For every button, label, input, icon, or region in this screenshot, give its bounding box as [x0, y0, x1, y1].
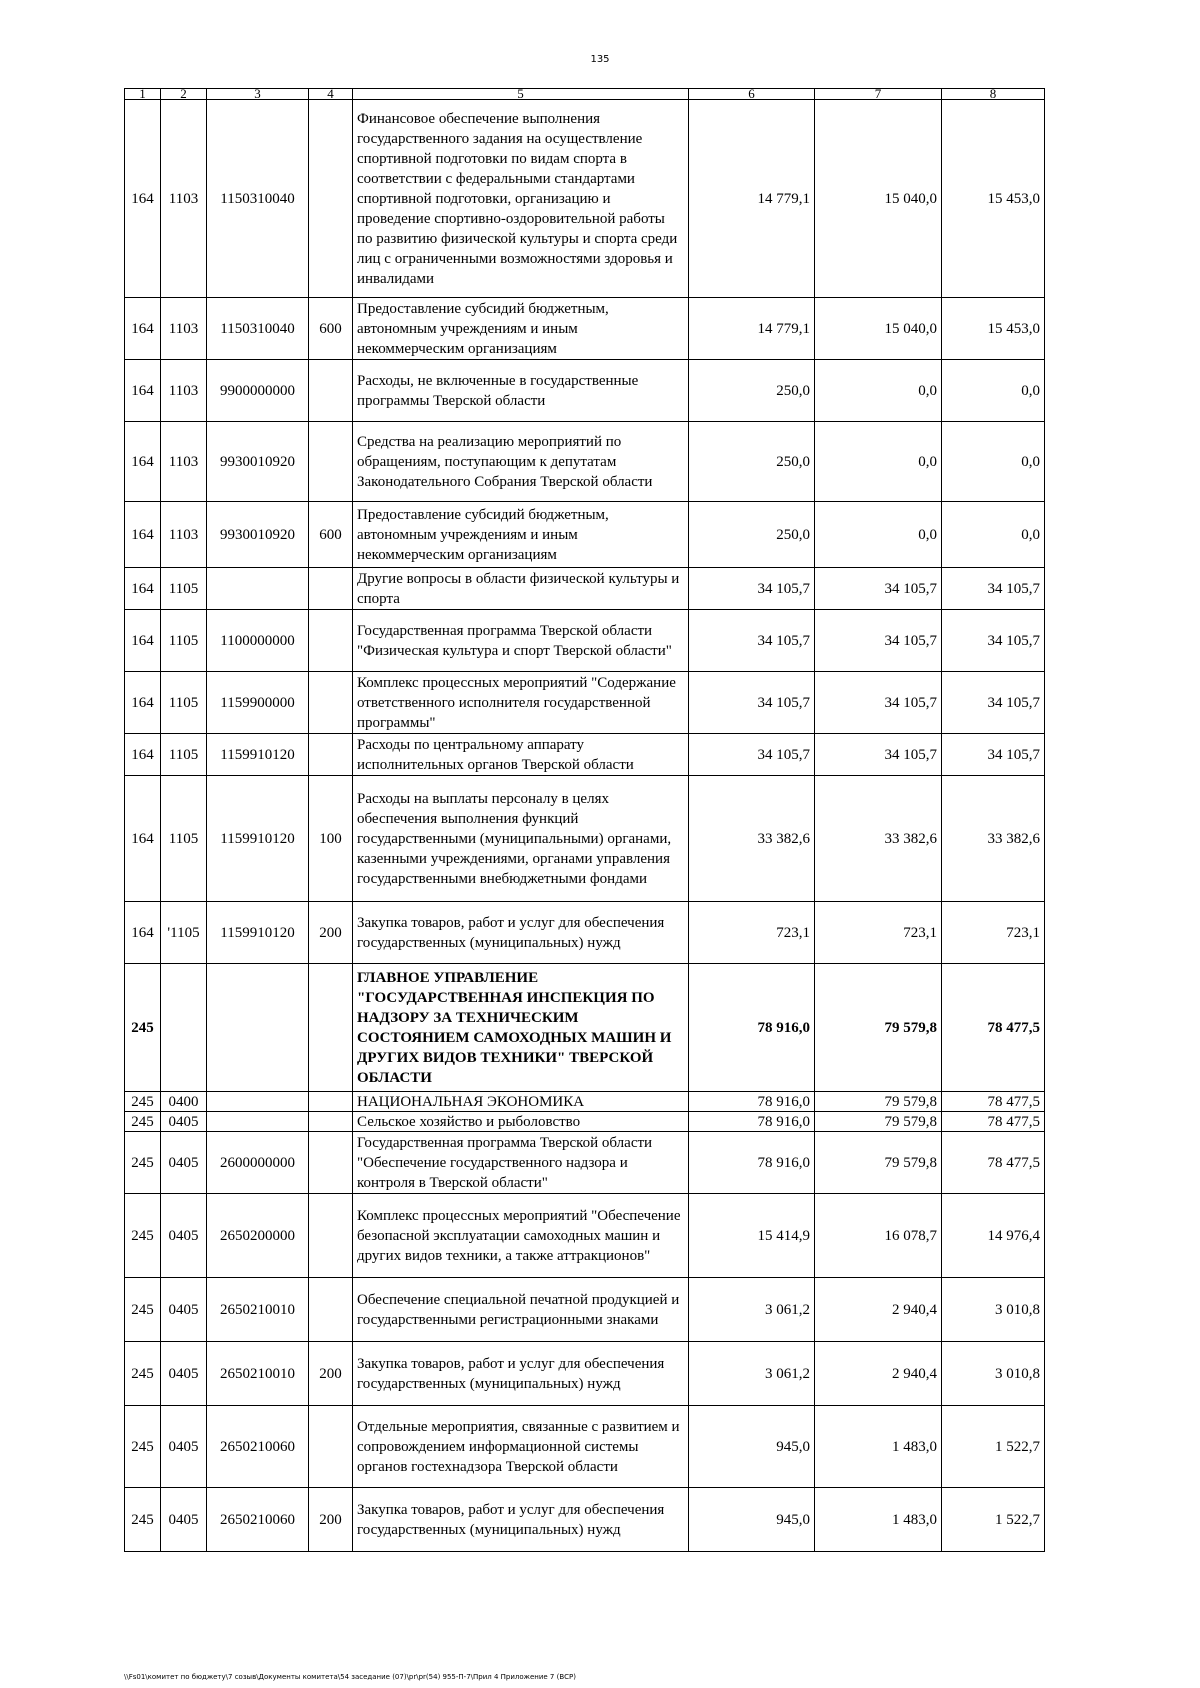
description-cell: Предоставление субсидий бюджетным, автономным учреждениям и иным некоммерческим организациям [353, 298, 689, 360]
admin-code-cell: 164 [125, 502, 161, 568]
amount-col8-cell: 1 522,7 [942, 1406, 1045, 1488]
admin-code-cell: 245 [125, 964, 161, 1092]
amount-col6-cell: 15 414,9 [689, 1194, 815, 1278]
section-code-cell: 1103 [161, 422, 207, 502]
table-row [125, 1278, 1045, 1342]
admin-code-cell: 245 [125, 1488, 161, 1552]
table-row [125, 610, 1045, 672]
description-cell: Сельское хозяйство и рыболовство [353, 1112, 689, 1132]
section-code-cell: 1103 [161, 298, 207, 360]
description-cell: Расходы на выплаты персоналу в целях обеспечения выполнения функций государственными (муниципальными) органами, казенными учреждениями, органами управления государственными внебюджетными фондами [353, 776, 689, 902]
column-header: 1 [125, 89, 161, 100]
amount-col7-cell: 34 105,7 [815, 672, 942, 734]
budget-table [124, 88, 1045, 1552]
target-item-cell: 2650200000 [207, 1194, 309, 1278]
amount-col7-cell: 79 579,8 [815, 1092, 942, 1112]
amount-col8-cell: 3 010,8 [942, 1342, 1045, 1406]
amount-col6-cell: 78 916,0 [689, 964, 815, 1092]
amount-col8-cell: 78 477,5 [942, 1132, 1045, 1194]
target-item-cell: 9930010920 [207, 502, 309, 568]
column-header: 6 [689, 89, 815, 100]
amount-col8-cell: 14 976,4 [942, 1194, 1045, 1278]
target-item-cell: 1150310040 [207, 298, 309, 360]
description-cell: Закупка товаров, работ и услуг для обеспечения государственных (муниципальных) нужд [353, 902, 689, 964]
amount-col7-cell: 79 579,8 [815, 1112, 942, 1132]
amount-col6-cell: 945,0 [689, 1406, 815, 1488]
expense-type-cell: 600 [309, 502, 353, 568]
description-cell: Комплекс процессных мероприятий "Обеспечение безопасной эксплуатации самоходных машин и других видов техники, а также аттракционов" [353, 1194, 689, 1278]
expense-type-cell: 100 [309, 776, 353, 902]
page-number: 135 [590, 54, 610, 65]
amount-col6-cell: 78 916,0 [689, 1092, 815, 1112]
table-row [125, 298, 1045, 360]
target-item-cell: 9930010920 [207, 422, 309, 502]
expense-type-cell [309, 1194, 353, 1278]
amount-col6-cell: 34 105,7 [689, 610, 815, 672]
amount-col7-cell: 0,0 [815, 422, 942, 502]
description-cell: Комплекс процессных мероприятий "Содержание ответственного исполнителя государственной программы" [353, 672, 689, 734]
column-header: 7 [815, 89, 942, 100]
amount-col6-cell: 33 382,6 [689, 776, 815, 902]
amount-col8-cell: 0,0 [942, 360, 1045, 422]
amount-col8-cell: 33 382,6 [942, 776, 1045, 902]
amount-col6-cell: 34 105,7 [689, 672, 815, 734]
target-item-cell: 1100000000 [207, 610, 309, 672]
amount-col7-cell: 33 382,6 [815, 776, 942, 902]
section-code-cell: 0405 [161, 1194, 207, 1278]
admin-code-cell: 245 [125, 1278, 161, 1342]
admin-code-cell: 164 [125, 776, 161, 902]
amount-col6-cell: 3 061,2 [689, 1278, 815, 1342]
amount-col6-cell: 723,1 [689, 902, 815, 964]
description-cell: Отдельные мероприятия, связанные с развитием и сопровождением информационной системы органов гостехнадзора Тверской области [353, 1406, 689, 1488]
description-cell: Предоставление субсидий бюджетным, автономным учреждениям и иным некоммерческим организациям [353, 502, 689, 568]
table-row [125, 100, 1045, 298]
table-row [125, 776, 1045, 902]
amount-col7-cell: 15 040,0 [815, 100, 942, 298]
column-header: 8 [942, 89, 1045, 100]
expense-type-cell [309, 1132, 353, 1194]
table-row [125, 734, 1045, 776]
amount-col6-cell: 250,0 [689, 360, 815, 422]
table-row [125, 568, 1045, 610]
expense-type-cell [309, 672, 353, 734]
target-item-cell [207, 1112, 309, 1132]
description-cell: Обеспечение специальной печатной продукцией и государственными регистрационными знаками [353, 1278, 689, 1342]
expense-type-cell: 200 [309, 1342, 353, 1406]
description-cell: Расходы, не включенные в государственные программы Тверской области [353, 360, 689, 422]
admin-code-cell: 245 [125, 1406, 161, 1488]
description-cell: Расходы по центральному аппарату исполнительных органов Тверской области [353, 734, 689, 776]
section-code-cell: 1105 [161, 672, 207, 734]
expense-type-cell [309, 734, 353, 776]
section-code-cell: 0405 [161, 1342, 207, 1406]
description-cell: Закупка товаров, работ и услуг для обеспечения государственных (муниципальных) нужд [353, 1342, 689, 1406]
column-number-row [125, 89, 1045, 100]
target-item-cell [207, 568, 309, 610]
amount-col7-cell: 0,0 [815, 360, 942, 422]
section-code-cell: 1105 [161, 568, 207, 610]
target-item-cell: 2650210010 [207, 1342, 309, 1406]
amount-col8-cell: 34 105,7 [942, 568, 1045, 610]
description-cell: Средства на реализацию мероприятий по обращениям, поступающим к депутатам Законодательного Собрания Тверской области [353, 422, 689, 502]
amount-col6-cell: 14 779,1 [689, 100, 815, 298]
section-code-cell: 1105 [161, 776, 207, 902]
table-row [125, 1112, 1045, 1132]
expense-type-cell [309, 1092, 353, 1112]
admin-code-cell: 164 [125, 672, 161, 734]
table-row [125, 1194, 1045, 1278]
amount-col6-cell: 34 105,7 [689, 734, 815, 776]
amount-col7-cell: 34 105,7 [815, 568, 942, 610]
target-item-cell [207, 964, 309, 1092]
description-cell: НАЦИОНАЛЬНАЯ ЭКОНОМИКА [353, 1092, 689, 1112]
description-cell: Другие вопросы в области физической культуры и спорта [353, 568, 689, 610]
section-code-cell: 0405 [161, 1278, 207, 1342]
table-row [125, 1488, 1045, 1552]
section-code-cell [161, 964, 207, 1092]
expense-type-cell [309, 610, 353, 672]
expense-type-cell [309, 1278, 353, 1342]
expense-type-cell [309, 1406, 353, 1488]
amount-col8-cell: 15 453,0 [942, 298, 1045, 360]
amount-col8-cell: 78 477,5 [942, 1092, 1045, 1112]
admin-code-cell: 164 [125, 610, 161, 672]
admin-code-cell: 245 [125, 1194, 161, 1278]
admin-code-cell: 164 [125, 100, 161, 298]
table-row [125, 422, 1045, 502]
section-code-cell: 0405 [161, 1488, 207, 1552]
amount-col8-cell: 15 453,0 [942, 100, 1045, 298]
footer-file-path: \\Fs01\комитет по бюджету\7 созыв\Документы комитета\54 заседание (07)\pr\pr(54) 955-П-7\Прил 4 Приложение 7 (ВСР) [124, 1673, 576, 1681]
amount-col8-cell: 34 105,7 [942, 610, 1045, 672]
table-row [125, 964, 1045, 1092]
section-code-cell: 1103 [161, 100, 207, 298]
amount-col7-cell: 1 483,0 [815, 1488, 942, 1552]
section-code-cell: 0405 [161, 1112, 207, 1132]
section-code-cell: 0405 [161, 1406, 207, 1488]
target-item-cell: 9900000000 [207, 360, 309, 422]
amount-col7-cell: 79 579,8 [815, 964, 942, 1092]
target-item-cell: 2650210010 [207, 1278, 309, 1342]
target-item-cell: 1159910120 [207, 902, 309, 964]
admin-code-cell: 164 [125, 298, 161, 360]
expense-type-cell: 200 [309, 1488, 353, 1552]
admin-code-cell: 164 [125, 360, 161, 422]
section-code-cell: 1105 [161, 610, 207, 672]
section-code-cell: 1103 [161, 360, 207, 422]
column-header: 5 [353, 89, 689, 100]
amount-col8-cell: 78 477,5 [942, 964, 1045, 1092]
amount-col7-cell: 15 040,0 [815, 298, 942, 360]
target-item-cell: 2650210060 [207, 1406, 309, 1488]
amount-col6-cell: 78 916,0 [689, 1112, 815, 1132]
target-item-cell: 2600000000 [207, 1132, 309, 1194]
description-cell: ГЛАВНОЕ УПРАВЛЕНИЕ "ГОСУДАРСТВЕННАЯ ИНСПЕКЦИЯ ПО НАДЗОРУ ЗА ТЕХНИЧЕСКИМ СОСТОЯНИЕМ САМОХОДНЫХ МАШИН И ДРУГИХ ВИДОВ ТЕХНИКИ" ТВЕРСКОЙ ОБЛАСТИ [353, 964, 689, 1092]
table-row [125, 1406, 1045, 1488]
section-code-cell: 1103 [161, 502, 207, 568]
expense-type-cell [309, 964, 353, 1092]
admin-code-cell: 164 [125, 422, 161, 502]
admin-code-cell: 164 [125, 568, 161, 610]
description-cell: Финансовое обеспечение выполнения государственного задания на осуществление спортивной подготовки по видам спорта в соответствии с федеральными стандартами спортивной подготовки, организацию и проведение спортивно-оздоровительной работы по развитию физической культуры и спорта среди лиц с ограниченными возможностями здоровья и инвалидами [353, 100, 689, 298]
amount-col8-cell: 0,0 [942, 422, 1045, 502]
table-row [125, 1132, 1045, 1194]
table-row [125, 902, 1045, 964]
expense-type-cell [309, 360, 353, 422]
expense-type-cell [309, 1112, 353, 1132]
description-cell: Государственная программа Тверской области "Обеспечение государственного надзора и контроля в Тверской области" [353, 1132, 689, 1194]
column-header: 4 [309, 89, 353, 100]
expense-type-cell [309, 422, 353, 502]
amount-col6-cell: 3 061,2 [689, 1342, 815, 1406]
amount-col6-cell: 78 916,0 [689, 1132, 815, 1194]
section-code-cell: 1105 [161, 734, 207, 776]
amount-col6-cell: 945,0 [689, 1488, 815, 1552]
amount-col7-cell: 34 105,7 [815, 734, 942, 776]
table-row [125, 1092, 1045, 1112]
column-header: 2 [161, 89, 207, 100]
amount-col7-cell: 16 078,7 [815, 1194, 942, 1278]
amount-col6-cell: 34 105,7 [689, 568, 815, 610]
description-cell: Закупка товаров, работ и услуг для обеспечения государственных (муниципальных) нужд [353, 1488, 689, 1552]
table-row [125, 1342, 1045, 1406]
amount-col7-cell: 1 483,0 [815, 1406, 942, 1488]
table-row [125, 360, 1045, 422]
amount-col7-cell: 0,0 [815, 502, 942, 568]
amount-col6-cell: 250,0 [689, 422, 815, 502]
admin-code-cell: 164 [125, 902, 161, 964]
admin-code-cell: 245 [125, 1132, 161, 1194]
section-code-cell: '1105 [161, 902, 207, 964]
amount-col8-cell: 34 105,7 [942, 672, 1045, 734]
amount-col7-cell: 723,1 [815, 902, 942, 964]
amount-col8-cell: 78 477,5 [942, 1112, 1045, 1132]
admin-code-cell: 245 [125, 1112, 161, 1132]
table-row [125, 502, 1045, 568]
admin-code-cell: 164 [125, 734, 161, 776]
expense-type-cell [309, 568, 353, 610]
table-row [125, 672, 1045, 734]
amount-col7-cell: 2 940,4 [815, 1278, 942, 1342]
section-code-cell: 0400 [161, 1092, 207, 1112]
target-item-cell: 1150310040 [207, 100, 309, 298]
expense-type-cell: 200 [309, 902, 353, 964]
amount-col8-cell: 723,1 [942, 902, 1045, 964]
target-item-cell: 1159910120 [207, 776, 309, 902]
amount-col8-cell: 1 522,7 [942, 1488, 1045, 1552]
expense-type-cell: 600 [309, 298, 353, 360]
column-header: 3 [207, 89, 309, 100]
amount-col6-cell: 250,0 [689, 502, 815, 568]
amount-col6-cell: 14 779,1 [689, 298, 815, 360]
amount-col8-cell: 0,0 [942, 502, 1045, 568]
amount-col7-cell: 34 105,7 [815, 610, 942, 672]
amount-col8-cell: 3 010,8 [942, 1278, 1045, 1342]
description-cell: Государственная программа Тверской области "Физическая культура и спорт Тверской области" [353, 610, 689, 672]
target-item-cell: 2650210060 [207, 1488, 309, 1552]
expense-type-cell [309, 100, 353, 298]
section-code-cell: 0405 [161, 1132, 207, 1194]
target-item-cell: 1159910120 [207, 734, 309, 776]
amount-col8-cell: 34 105,7 [942, 734, 1045, 776]
amount-col7-cell: 2 940,4 [815, 1342, 942, 1406]
target-item-cell: 1159900000 [207, 672, 309, 734]
amount-col7-cell: 79 579,8 [815, 1132, 942, 1194]
admin-code-cell: 245 [125, 1342, 161, 1406]
target-item-cell [207, 1092, 309, 1112]
admin-code-cell: 245 [125, 1092, 161, 1112]
